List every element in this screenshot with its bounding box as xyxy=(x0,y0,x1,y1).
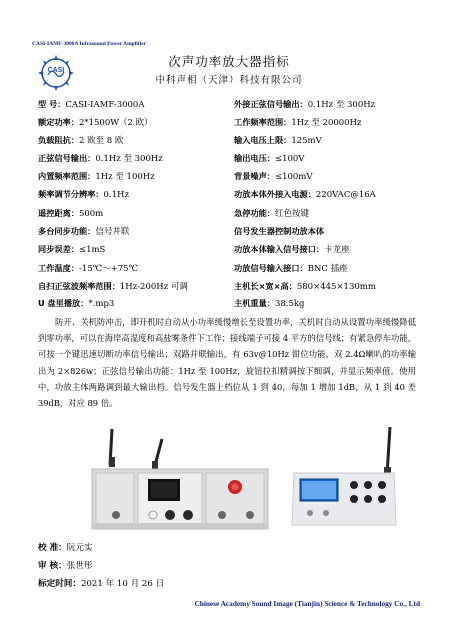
spec-right-row: 功放本体外接入电源：220VAC@16A xyxy=(234,189,376,200)
description-paragraph: 防开、关机防冲击，即开机时自动从小功率缓慢增长至设置功率，关机时自动从设置功率缓慢降低到零功率，可以在海岸高湿度和高盐雾条件下工作；接线端子可接 4 平方的信号线；有紧急停车功能，可按一个键迅速切断功率信号输出；双路并联输出，有 63v@10Hz 钳位功能，双 2.4Ω喇叭的功率输出为 2×826w；正弦信号输出功能：1Hz 至 100Hz，旋钮拉扣精调按下细调，并显示频率值。使用中，功放主体两路调到最大输出档。信号发生器上档位从 1 到 40，每加 1 增加 1dB，从 1 到 40 差 39dB，对应 89 倍。 xyxy=(38,317,416,409)
spec-left-row: 频率调节分辨率：0.1Hz xyxy=(38,189,129,200)
document-title: 次声功率放大器指标 xyxy=(168,54,290,69)
spec-right-row: 输入电压上限：125mV xyxy=(234,135,322,146)
signature-review: 审 核：张世彤 xyxy=(38,561,93,571)
company-name: 中科声相（天津）科技有限公司 xyxy=(155,75,303,86)
spec-right-row: 外接正弦信号输出：0.1Hz 至 300Hz xyxy=(234,99,376,110)
spec-right-row: 工作频率范围：1Hz 至 20000Hz xyxy=(234,117,362,128)
amplifier-photo xyxy=(90,427,272,531)
logo-text: CASI xyxy=(47,67,65,74)
spec-left-row: 正弦信号输出：0.1Hz 至 300Hz xyxy=(38,153,163,164)
spec-right-row: 功放本体输入信号接口：卡龙座 xyxy=(234,244,350,255)
spec-left-row: 内置频率范围：1Hz 至 100Hz xyxy=(38,171,155,182)
footer-company-english: Chinese Academy Sound Image (Tianjin) Science & Technology Co., Ltd xyxy=(194,599,420,608)
spec-left-row: 工作温度：-15℃～+75℃ xyxy=(38,263,139,274)
spec-right-row: 背景噪声：≤100mV xyxy=(234,171,313,182)
spec-right-row: 信号发生器控制功放本体 xyxy=(234,226,325,236)
spec-right-row: 功放信号输入接口：BNC 插座 xyxy=(234,263,348,274)
spec-left-row: 遥控距离：500m xyxy=(38,208,104,219)
spec-left-row: 负载阻抗：2 欧至 8 欧 xyxy=(38,135,124,146)
spec-right-row: 急停功能：红色按键 xyxy=(234,208,309,219)
spec-left-row: U 盘里播放：*.mp3 xyxy=(38,298,115,309)
spec-right-row: 输出电压：≤100V xyxy=(234,153,305,164)
logo-caption: CASI-IAMF-3000A Infrasound Power Amplifier xyxy=(32,41,147,47)
signal-generator-photo xyxy=(290,425,400,529)
spec-right-row: 主机重量：38.5kg xyxy=(234,298,305,309)
spec-left-row: 额定功率：2*1500W（2 欧） xyxy=(38,117,153,128)
signature-date: 标定时间：2021 年 10 月 26 日 xyxy=(38,579,165,589)
spec-left-row: 多台同步功能：信号并联 xyxy=(38,226,130,237)
spec-right-row: 主机长×宽×高：580×445×130mm xyxy=(234,281,376,292)
spec-left-row: 型 号：CASI-IAMF-3000A xyxy=(38,99,145,110)
signature-calibration: 校 准：阮元实 xyxy=(38,543,93,553)
spec-left-row: 自扫正弦波频率范围：1Hz-200Hz 可调 xyxy=(38,281,188,292)
spec-left-row: 同步误差：≤1mS xyxy=(38,244,106,255)
